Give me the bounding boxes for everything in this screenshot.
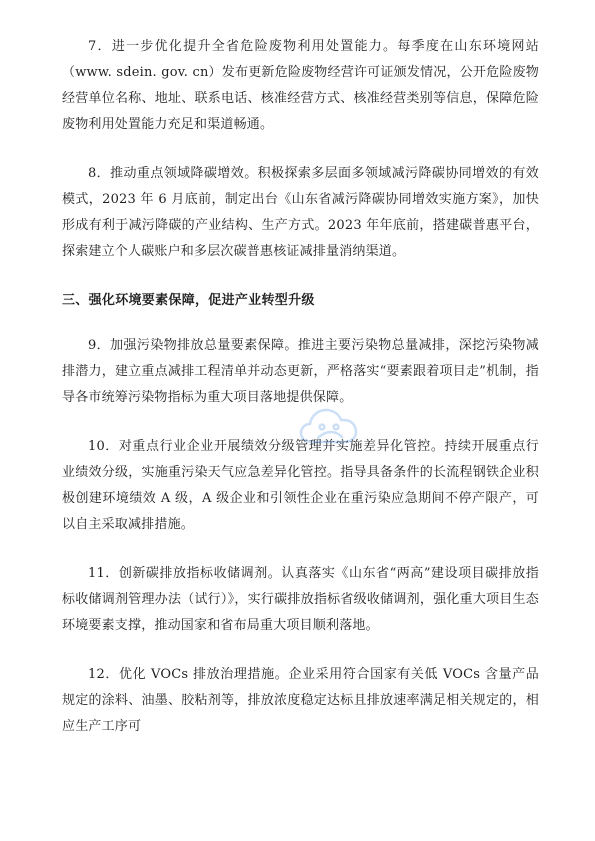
paragraph-item-10: 10．对重点行业企业开展绩效分级管理并实施差异化管控。持续开展重点行业绩效分级，实施重污染天气应急差异化管控。指导具备条件的长流程钢铁企业积极创建环境绩效 A 级，A 级企业和引领性企业在重污染应急期间不停产限产，可以自主采取减排措施。: [62, 439, 539, 532]
paragraph-item-8: 8．推动重点领域降碳增效。积极探索多层面多领域减污降碳协同增效的有效模式，2023 年 6 月底前，制定出台《山东省减污降碳协同增效实施方案》，加快形成有利于减污降碳的产业结构、生产方式。2023 年年底前，搭建碳普惠平台，探索建立个人碳账户和多层次碳普惠核证减排量消纳渠道。: [62, 166, 539, 259]
paragraph-item-7: 7．进一步优化提升全省危险废物利用处置能力。每季度在山东环境网站（www. sdein. gov. cn）发布更新危险废物经营许可证颁发情况，公开危险废物经营单位名称、地址、联系电话、核准经营方式、核准经营类别等信息，保障危险废物利用处置能力充足和渠道畅通。: [62, 39, 539, 132]
paragraph-item-9: 9．加强污染物排放总量要素保障。推进主要污染物总量减排，深挖污染物减排潜力，建立重点减排工程清单并动态更新，严格落实“要素跟着项目走”机制，指导各市统筹污染物指标为重大项目落地提供保障。: [62, 338, 539, 405]
paragraph-item-11: 11．创新碳排放指标收储调剂。认真落实《山东省“两高”建设项目碳排放指标收储调剂管理办法（试行）》，实行碳排放指标省级收储调剂，强化重大项目生态环境要素支撑，推动国家和省布局重大项目顺利落地。: [62, 566, 539, 633]
paragraph-item-12: 12．优化 VOCs 排放治理措施。企业采用符合国家有关低 VOCs 含量产品规定的涂料、油墨、胶粘剂等，排放浓度稳定达标且排放速率满足相关规定的，相应生产工序可: [62, 667, 539, 734]
section-heading-3: 三、强化环境要素保障，促进产业转型升级: [62, 293, 315, 308]
